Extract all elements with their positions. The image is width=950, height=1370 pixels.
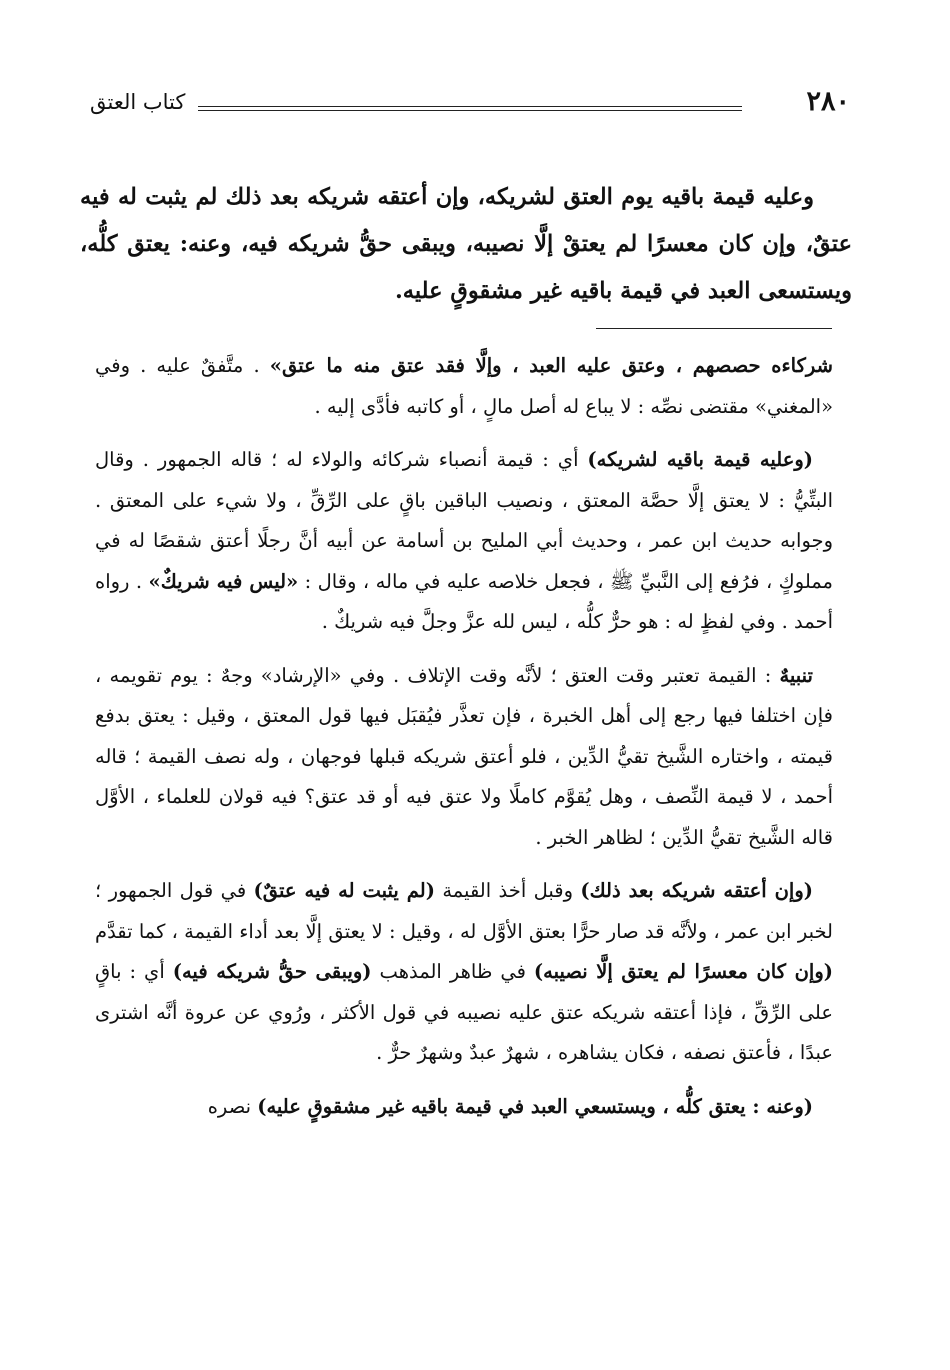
book-title: كتاب العتق xyxy=(90,90,186,114)
commentary-text: وقبل أخذ القيمة xyxy=(434,879,581,902)
page-number: ٢٨٠ xyxy=(806,86,850,117)
hadith-quote: شركاءه حصصهم ، وعتق عليه العبد ، وإلَّا فقد عتق منه ما عتق» xyxy=(269,354,833,377)
commentary-text: في قول الجمهور ؛ لخبر ابن عمر ، ولأنَّه قد صار حرًّا بعتق الأوَّل له ، وقيل : لا يعتق إلَّا بعد أداء القيمة ، كما تقدَّم xyxy=(95,879,833,943)
commentary-paragraph-4 xyxy=(95,871,833,1074)
commentary-text: : القيمة تعتبر وقت العتق ؛ لأنَّه وقت الإتلاف . وفي «الإرشاد» وجهٌ : يوم تقويمه ، فإن اختلفا فيها رجع إلى أهل الخبرة ، فإن تعذَّر فيُقبَل فيها قول المعتق ، وقيل : يعتق بدفع قيمته ، واختاره الشَّيخ تقيُّ الدِّين ، فلو أعتق شريكه قبلها فوجهان ، وله نصف القيمة ؛ قاله أحمد ، لا قيمة النِّصف ، وهل يُقوَّم كاملًا ولا عتق فيه أو قد عتق؟ فيه قولان للعلماء ، الأوَّل قاله الشَّيخ تقيُّ الدِّين ؛ لظاهر الخبر . xyxy=(95,663,833,849)
matn-quote: (وإن أعتقه شريكه بعد ذلك) xyxy=(580,879,813,902)
commentary-paragraph-3 xyxy=(95,656,833,859)
commentary-text: . رواه أحمد . وفي لفظٍ له : هو حرٌّ كلُّه ، ليس لله عزَّ وجلَّ فيه شريكٌ . xyxy=(95,569,833,633)
matn-quote: (ويبقى حقُّ شريكه فيه) xyxy=(172,960,372,983)
commentary-text: نصره xyxy=(207,1094,258,1118)
commentary-text: أي : قيمة أنصباء شركائه والولاء له ؛ قاله الجمهور . وقال البتِّيُّ : لا يعتق إلَّا حصَّة المعتق ، ونصيب الباقين باقٍ على الرِّقِّ ، ولا شيء على المعتق . وجوابه حديث ابن عمر ، وحديث أبي المليح بن أسامة عن أبيه أنَّ رجلًا أعتق شقصًا له في مملوكٍ ، فرُفع إلى النَّبيِّ ﷺ ، فجعل خلاصه عليه في ماله ، وقال : xyxy=(95,448,833,593)
header-rule xyxy=(198,106,742,111)
matn-quote: (وعنه : يعتق كلُّه ، ويستسعي العبد في قيمة باقيه غير مشقوقٍ عليه) xyxy=(257,1094,813,1118)
note-heading: تنبيهٌ xyxy=(779,663,813,687)
commentary-text: أي : باقٍ على الرِّقِّ ، فإذا أعتقه شريكه عتق عليه نصيبه في قول الأكثر ، ورُوي عن عروة أنَّه اشترى عبدًا ، فأعتق نصفه ، فكان يشاهره ، شهرٌ عبدٌ وشهرٌ حرٌّ . xyxy=(95,960,833,1064)
commentary-paragraph-5 xyxy=(95,1087,833,1128)
commentary-text: في ظاهر المذهب xyxy=(371,960,534,983)
matn-quote: (لم يثبت له فيه عتقٌ) xyxy=(253,879,435,902)
commentary-paragraph-1 xyxy=(95,346,833,427)
hadith-quote: «ليس فيه شريكٌ» xyxy=(148,569,299,593)
main-text xyxy=(80,174,852,315)
commentary xyxy=(95,346,833,1140)
matn-quote: (وعليه قيمة باقيه لشريكه) xyxy=(587,448,813,471)
footnote-separator xyxy=(596,328,832,329)
running-header xyxy=(90,86,850,130)
matn-quote: (وإن كان معسرًا لم يعتق إلَّا نصيبه) xyxy=(533,960,833,983)
commentary-paragraph-2 xyxy=(95,440,833,643)
main-text-paragraph: وعليه قيمة باقيه يوم العتق لشريكه، وإن أعتقه شريكه بعد ذلك لم يثبت له فيه عتقٌ، وإن كان معسرًا لم يعتقْ إلَّا نصيبه، ويبقى حقُّ شريكه فيه، وعنه: يعتق كلُّه، ويستسعى العبد في قيمة باقيه غير مشقوقٍ عليه. xyxy=(80,184,852,304)
commentary-text: . متَّفقٌ عليه . وفي «المغني» مقتضى نصِّه : لا يباع له أصل مالٍ ، أو كاتبه فأدَّى إليه . xyxy=(95,354,833,418)
